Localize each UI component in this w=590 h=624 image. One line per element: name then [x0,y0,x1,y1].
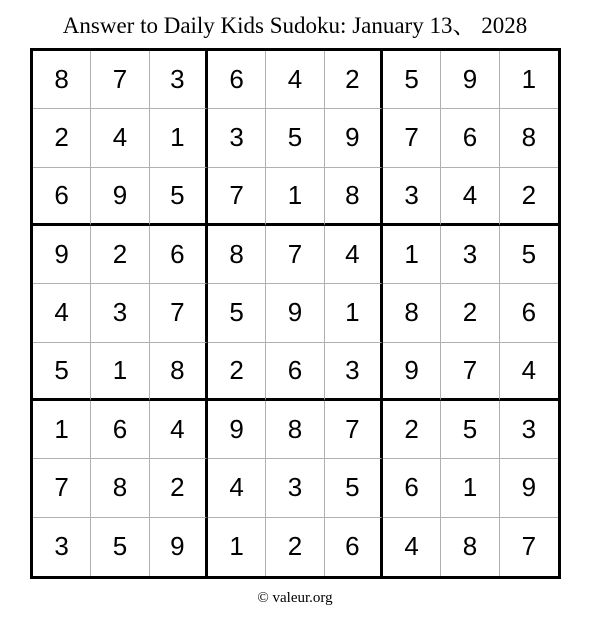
page-title: Answer to Daily Kids Sudoku: January 13、 2028 [62,13,528,38]
sudoku-cell-r3-c4: 7 [208,168,266,226]
sudoku-cell-r5-c3: 7 [150,284,208,342]
sudoku-cell-r4-c1: 9 [33,226,91,284]
sudoku-cell-r8-c7: 6 [383,459,441,517]
sudoku-cell-r2-c7: 7 [383,109,441,167]
sudoku-cell-r6-c9: 4 [500,343,558,401]
sudoku-cell-r7-c9: 3 [500,401,558,459]
sudoku-cell-r9-c9: 7 [521,531,537,562]
sudoku-cell-r6-c2: 1 [91,343,149,401]
sudoku-cell-r2-c3: 1 [150,109,208,167]
sudoku-cell-r1-c4: 6 [208,51,266,109]
sudoku-cell-r2-c8: 6 [441,109,499,167]
sudoku-cell-r4-c9: 5 [500,226,558,284]
sudoku-cell-r5-c9: 6 [500,284,558,342]
sudoku-cell-r6-c3: 8 [150,343,208,401]
sudoku-cell-r9-c2: 5 [91,518,149,576]
sudoku-cell-r9-c6: 6 [325,518,383,576]
sudoku-cell-r1-c3: 3 [150,51,208,109]
sudoku-cell-r5-c5: 9 [266,284,324,342]
sudoku-cell-r9-c4: 1 [208,518,266,576]
sudoku-cell-r9-c8: 8 [441,518,499,576]
sudoku-cell-r2-c9: 8 [500,109,558,167]
sudoku-cell-r7-c5: 8 [266,401,324,459]
sudoku-cell-r4-c5: 7 [266,226,324,284]
sudoku-cell-r6-c4: 2 [208,343,266,401]
sudoku-cell-r9-c5: 2 [266,518,324,576]
sudoku-cell-r2-c5: 5 [266,109,324,167]
sudoku-cell-r4-c4: 8 [208,226,266,284]
sudoku-cell-r3-c9: 2 [500,168,558,226]
sudoku-cell-r4-c3: 6 [150,226,208,284]
sudoku-cell-r8-c4: 4 [208,459,266,517]
sudoku-cell-r7-c2: 6 [91,401,149,459]
sudoku-cell-r6-c8: 7 [441,343,499,401]
sudoku-cell-r5-c8: 2 [441,284,499,342]
sudoku-cell-r6-c6: 3 [325,343,383,401]
sudoku-cell-r8-c9: 9 [500,459,558,517]
sudoku-cell-r8-c1: 7 [33,459,91,517]
sudoku-cell-r3-c5: 1 [266,168,324,226]
sudoku-cell-r3-c3: 5 [150,168,208,226]
sudoku-cell-r9-c7: 4 [383,518,441,576]
sudoku-cell-r4-c6: 4 [325,226,383,284]
copyright-footer: © valeur.org [257,590,333,606]
sudoku-cell-r2-c6: 9 [325,109,383,167]
sudoku-cell-r4-c8: 3 [441,226,499,284]
sudoku-cell-r4-c7: 1 [383,226,441,284]
sudoku-cell-r1-c9: 1 [500,51,558,109]
sudoku-cell-r6-c5: 6 [266,343,324,401]
sudoku-cell-r1-c1: 8 [33,51,91,109]
sudoku-cell-r1-c7: 5 [383,51,441,109]
sudoku-cell-r3-c7: 3 [383,168,441,226]
sudoku-cell-r8-c5: 3 [266,459,324,517]
sudoku-cell-r7-c4: 9 [208,401,266,459]
sudoku-cell-r3-c2: 9 [91,168,149,226]
sudoku-cell-r1-c2: 7 [91,51,149,109]
sudoku-cell-r9-c1: 3 [33,518,91,576]
sudoku-cell-r7-c1: 1 [33,401,91,459]
sudoku-cell-r1-c5: 4 [266,51,324,109]
sudoku-cell-r7-c8: 5 [441,401,499,459]
sudoku-cell-r7-c6: 7 [325,401,383,459]
sudoku-cell-r1-c6: 2 [325,51,383,109]
sudoku-cell-r4-c2: 2 [91,226,149,284]
sudoku-cell-r3-c1: 6 [33,168,91,226]
sudoku-cell-r2-c2: 4 [91,109,149,167]
sudoku-cell-r8-c6: 5 [325,459,383,517]
sudoku-cell-r2-c4: 3 [208,109,266,167]
sudoku-cell-r2-c1: 2 [33,109,91,167]
sudoku-cell-r1-c8: 9 [441,51,499,109]
sudoku-cell-r9-c3: 9 [150,518,208,576]
sudoku-board [30,48,561,579]
sudoku-cell-r3-c6: 8 [325,168,383,226]
sudoku-cell-r5-c6: 1 [325,284,383,342]
sudoku-cell-r5-c7: 8 [383,284,441,342]
sudoku-cell-r8-c2: 8 [91,459,149,517]
sudoku-cell-r3-c8: 4 [441,168,499,226]
sudoku-cell-r5-c1: 4 [33,284,91,342]
sudoku-cell-r5-c2: 3 [91,284,149,342]
sudoku-cell-r6-c1: 5 [33,343,91,401]
sudoku-cell-r8-c8: 1 [441,459,499,517]
sudoku-cell-r6-c7: 9 [383,343,441,401]
sudoku-cell-r7-c7: 2 [383,401,441,459]
sudoku-cell-r7-c3: 4 [150,401,208,459]
sudoku-cell-r5-c4: 5 [208,284,266,342]
sudoku-cell-r8-c3: 2 [150,459,208,517]
